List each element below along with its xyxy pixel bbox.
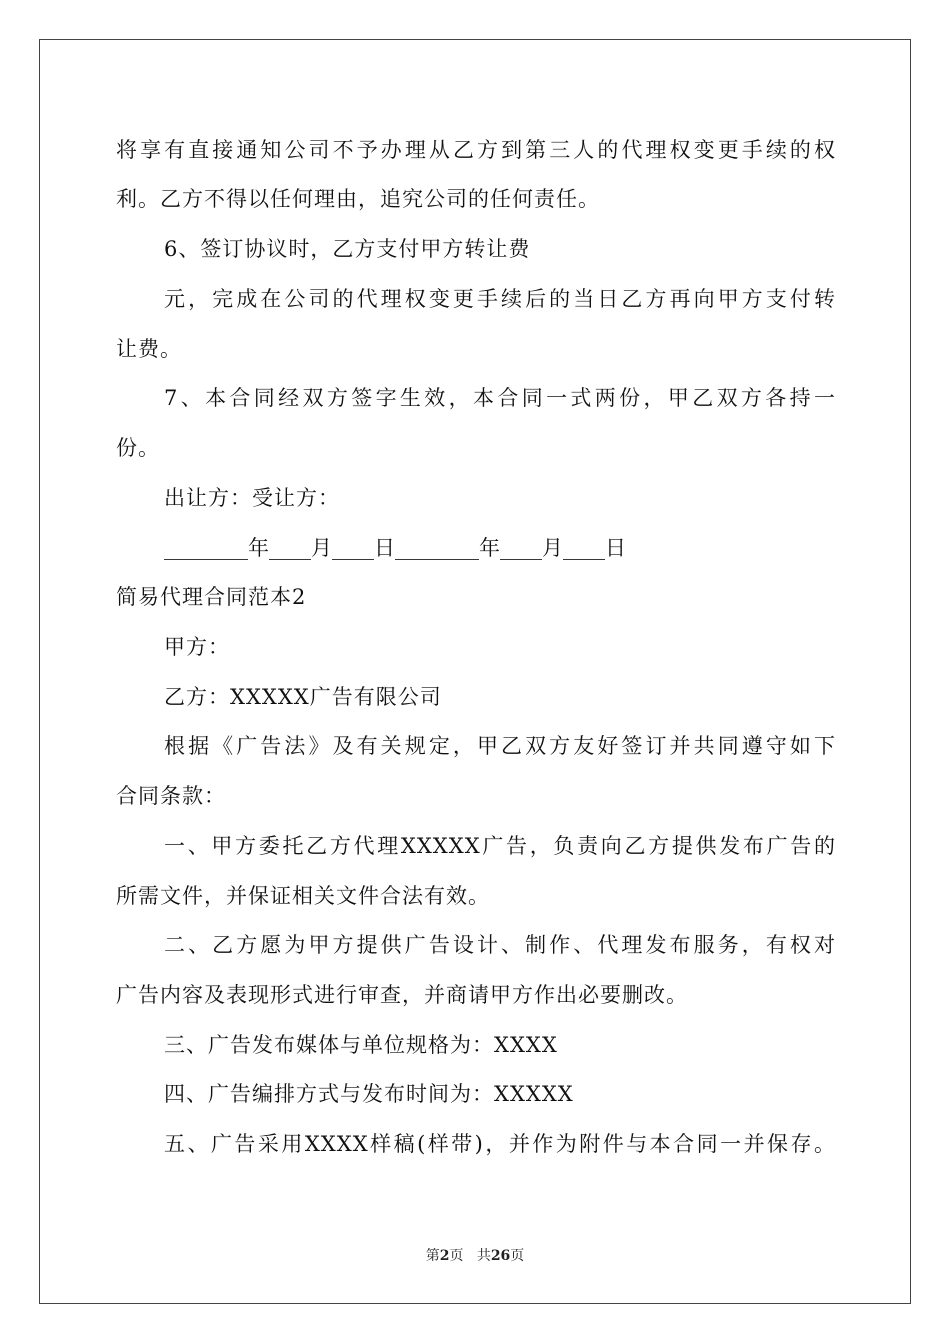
page-number: 2 [439,1248,450,1264]
paragraph-line: 一、甲方委托乙方代理XXXXX广告，负责向乙方提供发布广告的 [164,834,836,858]
paragraph-line: 广告内容及表现形式进行审查，并商请甲方作出必要删改。 [116,983,688,1007]
page-prefix: 第 [425,1248,440,1264]
page-suffix: 页 [449,1248,464,1264]
party-a-line: 甲方： [164,635,230,659]
paragraph-line: 三、广告发布媒体与单位规格为：XXXX [164,1033,558,1057]
paragraph-line: 合同条款： [116,784,226,808]
paragraph-line: 根据《广告法》及有关规定，甲乙双方友好签订并共同遵守如下 [164,734,836,758]
paragraph-line: 元，完成在公司的代理权变更手续后的当日乙方再向甲方支付转 [164,287,836,311]
paragraph-line: 7、本合同经双方签字生效，本合同一式两份，甲乙双方各持一 [164,386,836,410]
section-title: 简易代理合同范本2 [116,585,307,609]
party-b-line: 乙方：XXXXX广告有限公司 [164,685,442,709]
total-pages: 26 [490,1248,511,1264]
paragraph-line: 二、乙方愿为甲方提供广告设计、制作、代理发布服务，有权对 [164,933,836,957]
total-prefix: 共 [476,1248,491,1264]
paragraph-line: 四、广告编排方式与发布时间为：XXXXX [164,1082,574,1106]
signature-dates: ________年____月____日________年____月____日 [164,536,626,560]
paragraph-line: 所需文件，并保证相关文件合法有效。 [116,884,490,908]
page-border [39,39,911,1304]
page-footer [0,1247,950,1265]
paragraph-line: 五、广告采用XXXX样稿(样带)，并作为附件与本合同一并保存。 [164,1132,836,1156]
paragraph-line: 将享有直接通知公司不予办理从乙方到第三人的代理权变更手续的权 [116,138,836,162]
signature-parties: 出让方：受让方： [164,486,340,510]
paragraph-line: 6、签订协议时，乙方支付甲方转让费 [164,237,531,261]
paragraph-line: 份。 [116,436,160,460]
paragraph-line: 让费。 [116,337,182,361]
total-suffix: 页 [510,1248,525,1264]
paragraph-line: 利。乙方不得以任何理由，追究公司的任何责任。 [116,187,600,211]
